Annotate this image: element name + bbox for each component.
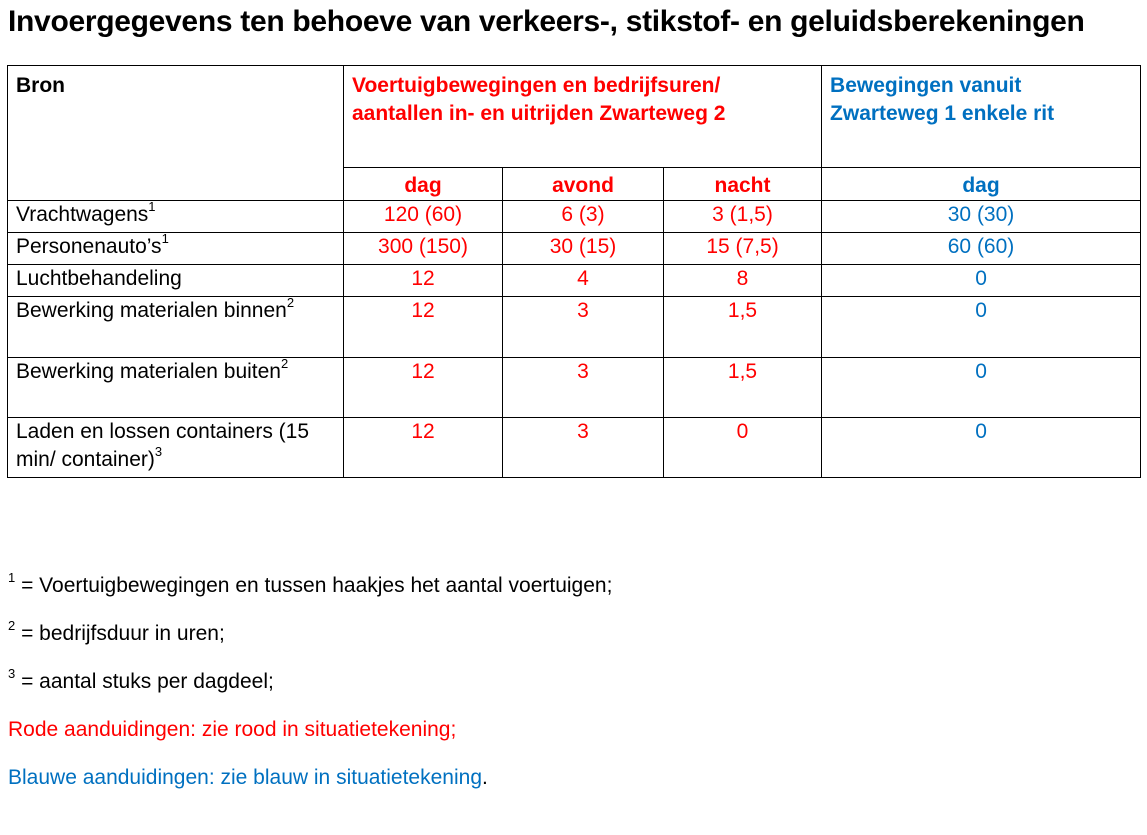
- cell-dag: [344, 233, 503, 265]
- table-row: [8, 418, 1141, 478]
- footnotes: [8, 572, 612, 812]
- cell-dag-text: 12: [411, 299, 435, 322]
- row-label-text: Bewerking materialen buiten: [16, 360, 281, 383]
- cell-nacht: [664, 418, 822, 478]
- cell-blue: [822, 233, 1141, 265]
- cell-nacht-text: 15 (7,5): [706, 235, 779, 258]
- table-row: [8, 297, 1141, 358]
- subheader-dag-blue: dag: [822, 168, 1141, 201]
- row-label-text: Bewerking materialen binnen: [16, 299, 287, 322]
- row-label-text: Vrachtwagens: [16, 203, 149, 226]
- footnote-number: 2: [8, 618, 16, 633]
- cell-blue-text: 0: [975, 299, 987, 322]
- cell-avond: [503, 358, 664, 418]
- cell-avond: [503, 418, 664, 478]
- cell-nacht: [664, 233, 822, 265]
- cell-dag-text: 12: [411, 360, 435, 383]
- cell-nacht-text: 8: [736, 267, 749, 290]
- header-group-red: Voertuigbewegingen en bedrijfsuren/ aantallen in- en uitrijden Zwarteweg 2: [344, 66, 822, 168]
- cell-nacht: [664, 358, 822, 418]
- cell-nacht: [664, 297, 822, 358]
- cell-nacht-text: 1,5: [727, 299, 758, 322]
- cell-dag-text: 12: [411, 267, 435, 290]
- footnote-text: = aantal stuks per dagdeel;: [15, 670, 274, 693]
- cell-avond-text: 3: [577, 420, 589, 443]
- footnote-marker: 2: [280, 356, 289, 371]
- cell-nacht-text: 1,5: [727, 360, 758, 383]
- input-data-table: [7, 65, 1141, 478]
- table-body: [8, 201, 1141, 478]
- subheader-avond: avond: [503, 168, 664, 201]
- header-bron: Bron: [8, 66, 344, 201]
- row-label: [8, 297, 344, 358]
- cell-dag: [344, 201, 503, 233]
- cell-blue: [822, 265, 1141, 297]
- cell-blue: [822, 201, 1141, 233]
- row-label: [8, 265, 344, 297]
- cell-blue-text: 30 (30): [947, 203, 1015, 226]
- legend-blue-period: .: [482, 766, 488, 789]
- cell-nacht: [664, 265, 822, 297]
- footnote-item: [8, 572, 612, 600]
- cell-dag-text: 300 (150): [378, 235, 468, 258]
- cell-blue: [822, 358, 1141, 418]
- row-label: [8, 418, 344, 478]
- footnote-marker: 1: [148, 199, 156, 214]
- table-row: [8, 358, 1141, 418]
- cell-blue-text: 0: [975, 420, 987, 443]
- cell-blue: [822, 297, 1141, 358]
- cell-blue-text: 0: [975, 360, 987, 383]
- table-row: [8, 265, 1141, 297]
- footnote-item: [8, 620, 612, 648]
- cell-dag: [344, 265, 503, 297]
- cell-avond: [503, 233, 664, 265]
- legend-blue-line: [8, 764, 612, 792]
- footnote-list: [8, 572, 612, 696]
- document-title: Invoergegevens ten behoeve van verkeers-, stikstof- en geluidsberekeningen: [8, 5, 1085, 38]
- cell-avond-text: 6 (3): [561, 203, 605, 226]
- row-label-text: Personenauto’s: [16, 235, 162, 258]
- cell-nacht-text: 0: [736, 420, 749, 443]
- cell-blue: [822, 418, 1141, 478]
- header-group-blue: Bewegingen vanuit Zwarteweg 1 enkele rit: [822, 66, 1141, 168]
- footnote-item: [8, 668, 612, 696]
- row-label: [8, 201, 344, 233]
- cell-avond-text: 3: [577, 360, 589, 383]
- row-label-text: Laden en lossen containers (15 min/ container): [16, 420, 310, 471]
- cell-blue-text: 0: [975, 267, 987, 290]
- cell-dag-text: 120 (60): [383, 203, 463, 226]
- subheader-dag: dag: [344, 168, 503, 201]
- footnote-number: 3: [8, 666, 16, 681]
- cell-avond-text: 30 (15): [549, 235, 617, 258]
- footnote-text: = Voertuigbewegingen en tussen haakjes het aantal voertuigen;: [15, 574, 613, 597]
- footnote-marker: 3: [154, 444, 163, 459]
- footnote-text: = bedrijfsduur in uren;: [15, 622, 225, 645]
- cell-nacht: [664, 201, 822, 233]
- cell-dag: [344, 418, 503, 478]
- cell-avond-text: 4: [577, 267, 589, 290]
- footnote-marker: 1: [161, 231, 169, 246]
- footnote-marker: 2: [286, 295, 295, 310]
- cell-dag-text: 12: [411, 420, 435, 443]
- table-row: [8, 201, 1141, 233]
- cell-blue-text: 60 (60): [947, 235, 1015, 258]
- cell-nacht-text: 3 (1,5): [712, 203, 773, 226]
- legend-blue: Blauwe aanduidingen: zie blauw in situatietekening: [8, 766, 482, 789]
- subheader-nacht: nacht: [664, 168, 822, 201]
- row-label: [8, 233, 344, 265]
- table-row: [8, 233, 1141, 265]
- legend-red: Rode aanduidingen: zie rood in situatietekening;: [8, 718, 457, 741]
- cell-avond: [503, 201, 664, 233]
- cell-dag: [344, 358, 503, 418]
- footnote-number: 1: [8, 570, 16, 585]
- cell-dag: [344, 297, 503, 358]
- table-header-row: [8, 66, 1141, 168]
- row-label-text: Luchtbehandeling: [16, 267, 182, 290]
- cell-avond: [503, 297, 664, 358]
- cell-avond-text: 3: [577, 299, 589, 322]
- cell-avond: [503, 265, 664, 297]
- row-label: [8, 358, 344, 418]
